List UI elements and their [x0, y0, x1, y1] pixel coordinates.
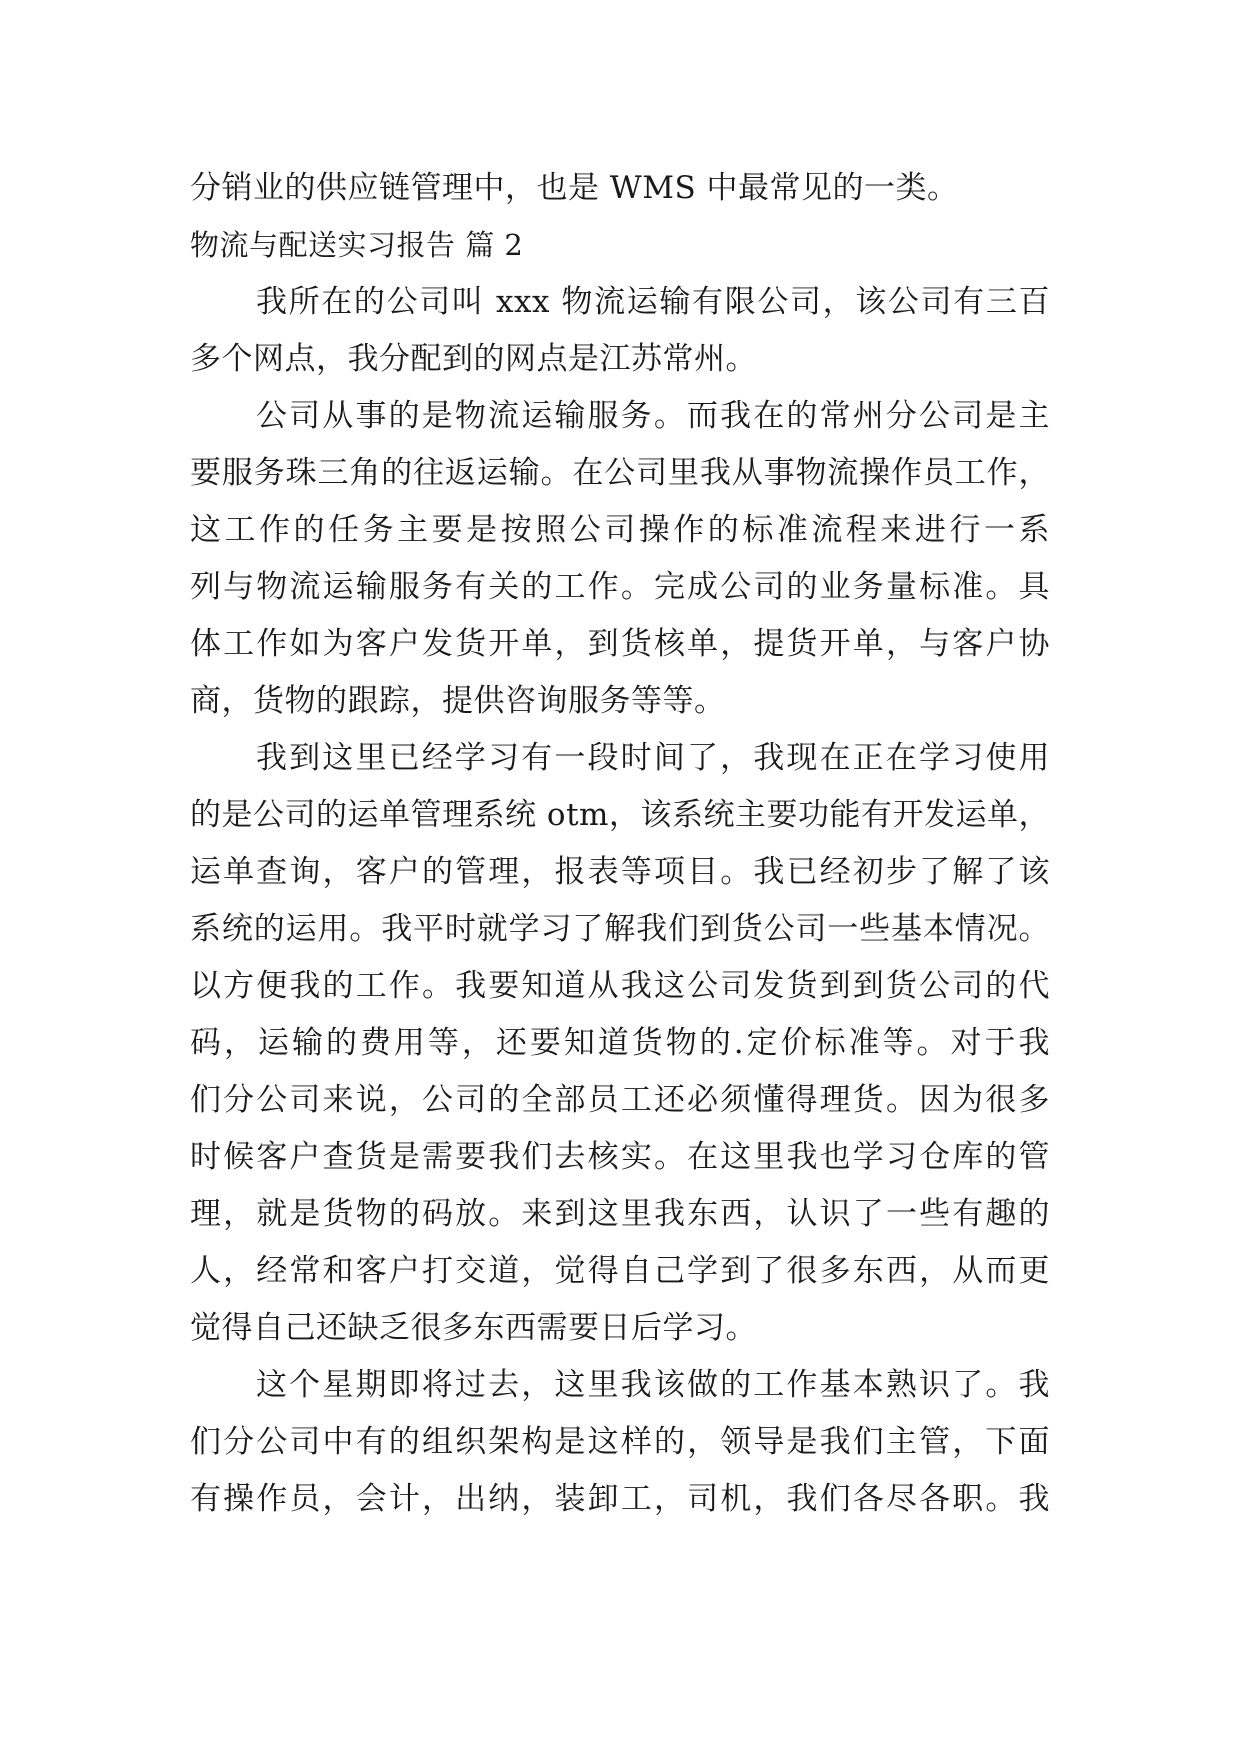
text-line: 系统的运用。我平时就学习了解我们到货公司一些基本情况。	[190, 911, 1050, 947]
text-line: 的是公司的运单管理系统 otm，该系统主要功能有开发运单，	[190, 797, 1050, 833]
text-line: 时候客户查货是需要我们去核实。在这里我也学习仓库的管	[190, 1139, 1050, 1175]
text-line: 运单查询，客户的管理，报表等项目。我已经初步了解了该	[190, 854, 1050, 890]
document-body	[190, 160, 1050, 1528]
text-line: 列与物流运输服务有关的工作。完成公司的业务量标准。具	[190, 569, 1050, 605]
paragraph-first-line: 公司从事的是物流运输服务。而我在的常州分公司是主	[256, 398, 1050, 434]
text-line: 多个网点，我分配到的网点是江苏常州。	[190, 341, 757, 377]
text-line: 们分公司中有的组织架构是这样的，领导是我们主管，下面	[190, 1424, 1050, 1460]
paragraph-first-line: 我到这里已经学习有一段时间了，我现在正在学习使用	[256, 740, 1050, 776]
text-line: 以方便我的工作。我要知道从我这公司发货到到货公司的代	[190, 968, 1050, 1004]
section-heading: 物流与配送实习报告 篇 2	[190, 228, 524, 262]
text-line: 有操作员，会计，出纳，装卸工，司机，我们各尽各职。我	[190, 1481, 1050, 1517]
text-line: 要服务珠三角的往返运输。在公司里我从事物流操作员工作，	[190, 455, 1050, 491]
text-line: 这工作的任务主要是按照公司操作的标准流程来进行一系	[190, 512, 1050, 548]
text-line: 码，运输的费用等，还要知道货物的.定价标准等。对于我	[190, 1025, 1050, 1061]
paragraph-first-line: 这个星期即将过去，这里我该做的工作基本熟识了。我	[256, 1367, 1050, 1403]
text-line: 体工作如为客户发货开单，到货核单，提货开单，与客户协	[190, 626, 1050, 662]
text-line: 商，货物的跟踪，提供咨询服务等等。	[190, 683, 726, 719]
text-line: 觉得自己还缺乏很多东西需要日后学习。	[190, 1310, 757, 1346]
text-line: 分销业的供应链管理中，也是 WMS 中最常见的一类。	[190, 170, 959, 206]
paragraph-first-line: 我所在的公司叫 xxx 物流运输有限公司，该公司有三百	[256, 284, 1050, 320]
text-line: 人，经常和客户打交道，觉得自己学到了很多东西，从而更	[190, 1253, 1050, 1289]
text-line: 们分公司来说，公司的全部员工还必须懂得理货。因为很多	[190, 1082, 1050, 1118]
text-line: 理，就是货物的码放。来到这里我东西，认识了一些有趣的	[190, 1196, 1050, 1232]
